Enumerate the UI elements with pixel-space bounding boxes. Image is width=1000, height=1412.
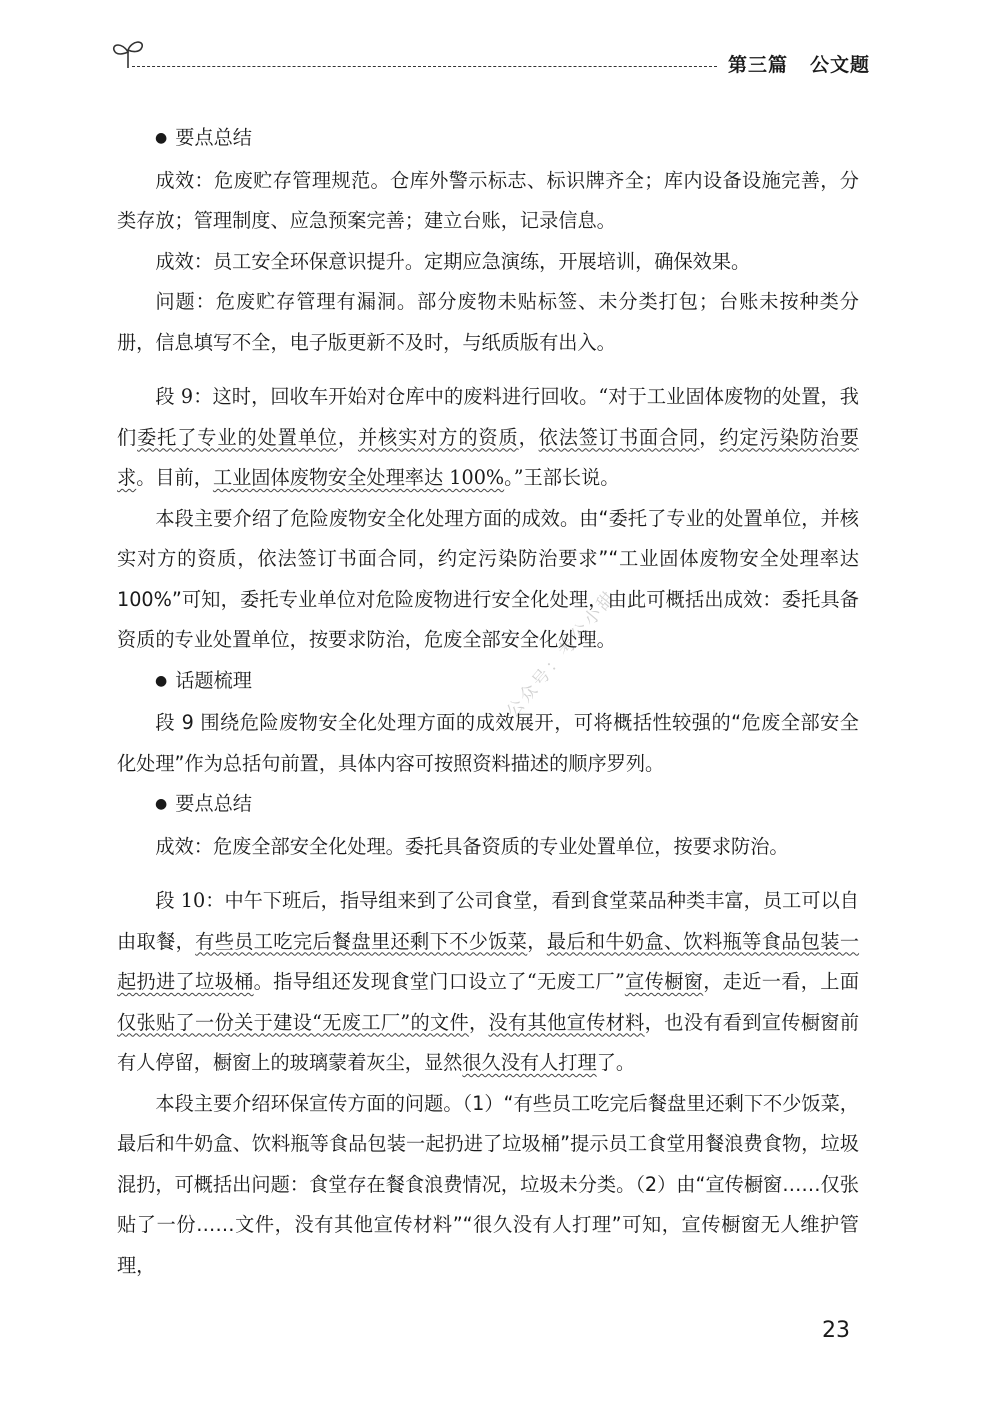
paragraph: 成效：危废贮存管理规范。仓库外警示标志、标识牌齐全；库内设备设施完善，分类存放；管理制度、应急预案完善；建立台账，记录信息。 xyxy=(117,168,859,232)
text-run: ，也没有看到宣传橱窗前有人停留，橱窗上的玻璃蒙着灰尘，显然 xyxy=(117,1010,860,1074)
page-number: 23 xyxy=(822,1318,850,1343)
watermark: 公众号：考公小甜 xyxy=(502,586,621,722)
analysis-paragraph: 本段主要介绍环保宣传方面的问题。（1）“有些员工吃完后餐盘里还剩下不少饭菜，最后和牛奶盒、饮料瓶等食品包装一起扔进了垃圾桶”提示员工食堂用餐浪费食物，垃圾混扔，可概括出问题：食堂存在餐食浪费情况，垃圾未分类。（2）由“宣传橱窗……仅张贴了一份……文件，没有其他宣传材料”“很久没有人打理”可知，宣传橱窗无人维护管理， xyxy=(117,1091,859,1277)
underlined-phrase: 最后和牛奶盒、饮料瓶等食品包装一起扔进了垃圾桶 xyxy=(117,929,860,993)
text-run: ， xyxy=(337,425,358,449)
bullet-heading: ● 要点总结 xyxy=(117,784,859,827)
text-run: 。”王部长说。 xyxy=(504,466,620,489)
text-run: ， xyxy=(699,425,720,449)
text-run: ，走近一看，上面 xyxy=(703,970,860,993)
underlined-phrase: 很久没有人打理 xyxy=(462,1051,597,1074)
text-run: ， xyxy=(527,929,547,953)
text-run: 。目前， xyxy=(136,466,213,489)
text-run: ， xyxy=(518,425,539,449)
page-body xyxy=(117,118,859,1286)
header-part: 第三篇 xyxy=(727,54,788,76)
page-header xyxy=(110,38,870,78)
underlined-phrase: 依法签订书面合同 xyxy=(538,425,700,449)
text-run: 段 10：中午下班后，指导组来到了公司食堂，看到食堂菜品种类丰富，员工可以自由取餐， xyxy=(117,889,859,953)
underlined-phrase: 委托了专业的处置单位 xyxy=(137,425,338,449)
paragraph: 问题：危废贮存管理有漏洞。部分废物未贴标签、未分类打包；台账未按种类分册，信息填写不全，电子版更新不及时，与纸质版有出入。 xyxy=(117,290,859,354)
paragraph: 成效：员工安全环保意识提升。定期应急演练，开展培训，确保效果。 xyxy=(155,249,751,273)
analysis-paragraph: 本段主要介绍了危险废物安全化处理方面的成效。由“委托了专业的处置单位，并核实对方的资质，依法签订书面合同，约定污染防治要求”“工业固体废物安全处理率达 100%”可知，委托专业单位对危险废物进行安全化处理，由此可概括出成效：委托具备资质的专业处置单位，按要求防治，危废全部安全化处理。 xyxy=(117,506,859,651)
header-rule xyxy=(132,66,717,67)
text-run: 。指导组还发现食堂门口设立了“无废工厂” xyxy=(253,970,625,993)
text-run: 了。 xyxy=(596,1051,636,1074)
underlined-phrase: 宣传橱窗 xyxy=(624,970,704,993)
header-title xyxy=(728,50,870,77)
underlined-phrase: 有些员工吃完后餐盘里还剩下不少饭菜 xyxy=(195,929,528,953)
paragraph: 段 9 围绕危险废物安全化处理方面的成效展开，可将概括性较强的“危废全部安全化处理”作为总括句前置，具体内容可按照资料描述的顺序罗列。 xyxy=(117,711,859,775)
underlined-phrase: 约定污染防治要求 xyxy=(117,425,859,489)
header-section: 公文题 xyxy=(809,54,870,76)
source-paragraph-10 xyxy=(117,881,859,1084)
underlined-phrase: 并核实对方的资质 xyxy=(357,425,519,449)
paragraph: 成效：危废全部安全化处理。委托具备资质的专业处置单位，按要求防治。 xyxy=(155,834,789,858)
text-run: ， xyxy=(469,1010,489,1034)
underlined-phrase: 仅张贴了一份关于建设“无废工厂”的文件 xyxy=(117,1010,470,1034)
bullet-heading: ● 话题梳理 xyxy=(117,661,859,704)
source-paragraph-9 xyxy=(117,377,859,499)
text-run: 段 9：这时，回收车开始对仓库中的废料进行回收。“对于工业固体废物的处置，我们 xyxy=(117,385,859,449)
bullet-heading: ● 要点总结 xyxy=(117,118,859,161)
underlined-phrase: 没有其他宣传材料 xyxy=(488,1010,645,1034)
underlined-phrase: 工业固体废物安全处理率达 100% xyxy=(212,466,505,489)
